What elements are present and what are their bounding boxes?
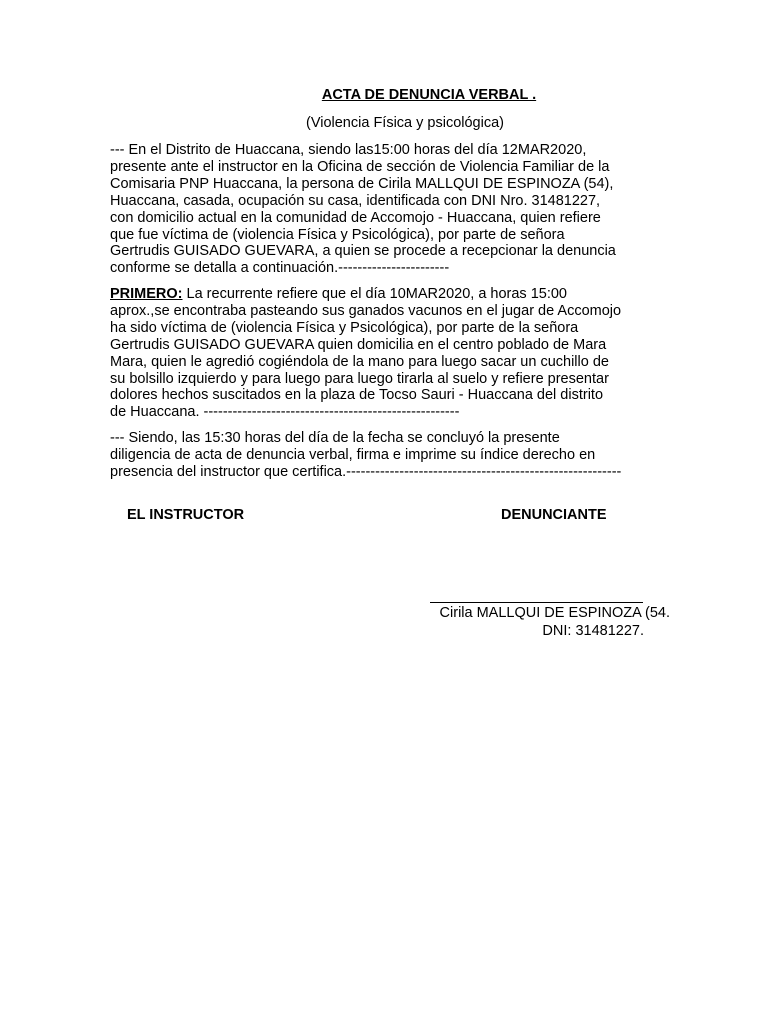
denunciante-dni: DNI: 31481227. [542,623,644,639]
denunciante-name: Cirila MALLQUI DE ESPINOZA (54. [439,605,670,621]
primero-paragraph [110,286,670,421]
closing-paragraph: --- Siendo, las 15:30 horas del día de la fecha se concluyó la presente diligencia de acta de denuncia verbal, firma e imprime su índice derecho en presencia del instructor que certifica.--------------------------------------------------------- [110,430,622,480]
primero-label: PRIMERO: [110,286,183,302]
signature-line [430,602,643,603]
intro-paragraph: --- En el Distrito de Huaccana, siendo las15:00 horas del día 12MAR2020, presente ante el instructor en la Oficina de sección de Violencia Familiar de la Comisaria PNP Huaccana, la persona de Cirila MALLQUI DE ESPINOZA (54), Huaccana, casada, ocupación su casa, identificada con DNI Nro. 31481227, con domicilio actual en la comunidad de Accomojo - Huaccana, quien refiere que fue víctima de (violencia Física y Psicológica), por parte de señora Gertrudis GUISADO GUEVARA, a quien se procede a recepcionar la denuncia conforme se detalla a continuación.----------------------- [110,142,616,277]
denunciante-signature-label: DENUNCIANTE [501,507,607,523]
document-subtitle: (Violencia Física y psicológica) [306,115,504,131]
primero-text: La recurrente refiere que el día 10MAR2020, a horas 15:00 aprox.,se encontraba pasteando sus ganados vacunos en el jugar de Accomojo ha sido víctima de (violencia Física y Psicológica), por parte de la señora Gertrudis GUISADO GUEVARA quien domicilia en el centro poblado de Mara Mara, quien le agredió cogiéndola de la mano para luego sacar un cuchillo de su bolsillo izquierdo y para luego para luego tirarla al suelo y refiere presentar dolores hechos suscitados en la plaza de Tocso Sauri - Huaccana del distrito de Huaccana. ----------------------------------------------------- [110,286,622,421]
instructor-signature-label: EL INSTRUCTOR [127,507,245,523]
document-title: ACTA DE DENUNCIA VERBAL . [321,87,537,103]
